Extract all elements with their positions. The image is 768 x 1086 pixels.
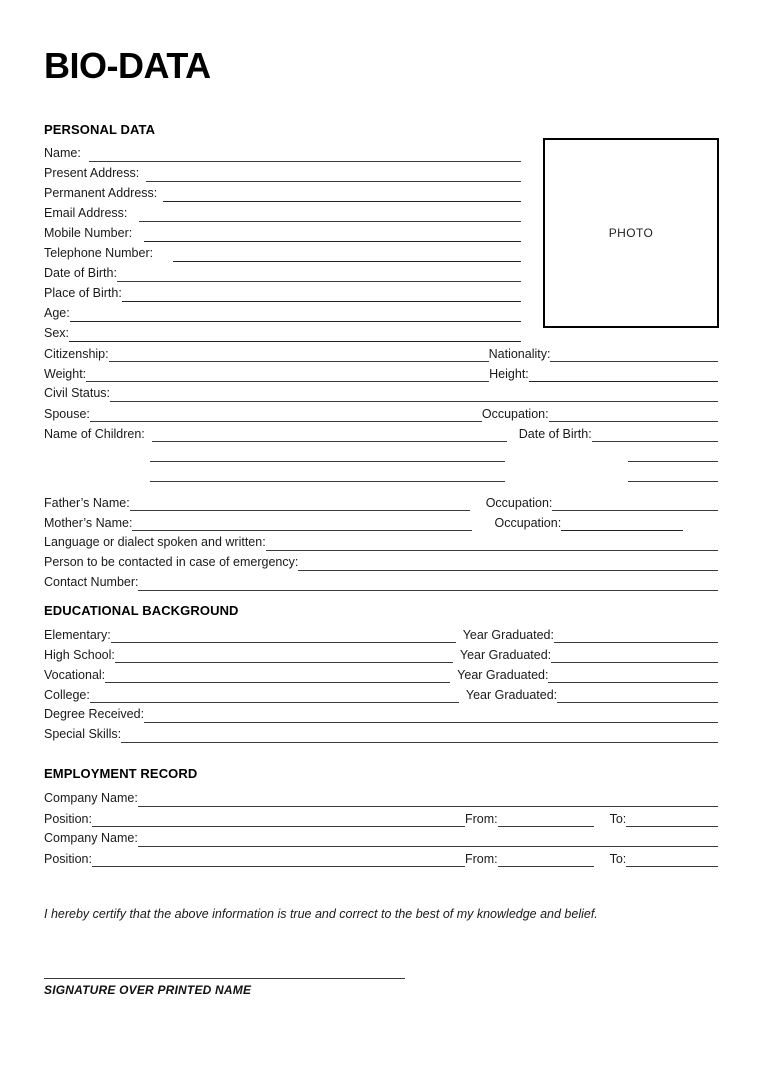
field-label-father-occupation: Occupation:	[485, 496, 553, 510]
field-label-college-year: Year Graduated:	[465, 688, 558, 702]
field-row-vocational[interactable]	[44, 663, 718, 683]
field-input-degree-received[interactable]	[144, 710, 718, 723]
field-row-emergency-contact[interactable]	[44, 551, 718, 571]
field-input-vocational[interactable]	[105, 670, 450, 683]
field-label-mobile-number: Mobile Number:	[44, 226, 133, 240]
field-row-contact-number[interactable]	[44, 571, 718, 591]
field-row-age[interactable]	[44, 302, 521, 322]
field-input-special-skills[interactable]	[121, 730, 718, 743]
field-input-children-dob-3[interactable]	[628, 469, 718, 482]
field-input-weight[interactable]	[86, 369, 489, 382]
field-row-sex[interactable]	[44, 322, 521, 342]
field-row-mobile-number[interactable]	[44, 222, 521, 242]
field-input-to-1[interactable]	[626, 814, 718, 827]
field-row-permanent-address[interactable]	[44, 182, 521, 202]
section-heading-personal-data: PERSONAL DATA	[44, 122, 156, 137]
field-label-company-name-1: Company Name:	[44, 791, 138, 805]
certification-block	[44, 906, 718, 922]
field-row-high-school[interactable]	[44, 643, 718, 663]
field-input-nationality[interactable]	[550, 349, 718, 362]
field-label-weight: Weight:	[44, 367, 87, 381]
field-label-high-school: High School:	[44, 648, 115, 662]
field-row-spouse-occupation[interactable]	[44, 402, 718, 422]
field-input-vocational-year[interactable]	[548, 670, 718, 683]
field-input-elementary-year[interactable]	[554, 630, 718, 643]
signature-caption: SIGNATURE OVER PRINTED NAME	[44, 983, 252, 997]
section-heading-employment-record: EMPLOYMENT RECORD	[44, 766, 198, 781]
field-label-permanent-address: Permanent Address:	[44, 186, 158, 200]
field-input-emergency-contact[interactable]	[298, 558, 718, 571]
field-input-father-occupation[interactable]	[552, 498, 718, 511]
field-row-special-skills[interactable]	[44, 723, 718, 743]
field-input-from-1[interactable]	[498, 814, 594, 827]
field-input-elementary[interactable]	[111, 630, 456, 643]
field-label-father-name: Father’s Name:	[44, 496, 130, 510]
field-label-telephone-number: Telephone Number:	[44, 246, 154, 260]
field-label-date-of-birth: Date of Birth:	[44, 266, 117, 280]
field-label-to-2: To:	[609, 852, 627, 866]
field-label-nationality: Nationality:	[488, 347, 551, 361]
field-label-company-name-2: Company Name:	[44, 831, 138, 845]
field-label-college: College:	[44, 688, 90, 702]
field-label-special-skills: Special Skills:	[44, 727, 122, 741]
field-row-email-address[interactable]	[44, 202, 521, 222]
field-input-email-address[interactable]	[139, 209, 521, 222]
field-input-from-2[interactable]	[498, 854, 594, 867]
field-label-height: Height:	[489, 367, 529, 381]
field-input-children-dob-1[interactable]	[592, 429, 718, 442]
field-row-college[interactable]	[44, 683, 718, 703]
field-input-children-1[interactable]	[152, 429, 507, 442]
field-label-elementary-year: Year Graduated:	[462, 628, 554, 642]
field-input-mobile-number[interactable]	[144, 229, 521, 242]
field-label-name: Name:	[44, 146, 81, 160]
field-input-to-2[interactable]	[626, 854, 718, 867]
education-fields	[44, 623, 718, 743]
field-input-company-name-2[interactable]	[138, 834, 718, 847]
field-input-position-2[interactable]	[92, 854, 465, 867]
field-label-children: Name of Children:	[44, 427, 145, 441]
field-row-name[interactable]	[44, 142, 521, 162]
field-label-mother-name: Mother’s Name:	[44, 516, 133, 530]
field-input-mother-name[interactable]	[132, 518, 472, 531]
field-label-spouse: Spouse:	[44, 407, 90, 421]
field-input-contact-number[interactable]	[138, 578, 718, 591]
field-input-telephone-number[interactable]	[173, 249, 521, 262]
field-input-high-school[interactable]	[115, 650, 453, 663]
field-row-citizenship-nationality[interactable]	[44, 342, 718, 362]
field-label-place-of-birth: Place of Birth:	[44, 286, 122, 300]
field-input-age[interactable]	[70, 309, 521, 322]
field-row-company-name-2[interactable]	[44, 827, 718, 847]
section-heading-educational-background: EDUCATIONAL BACKGROUND	[44, 603, 239, 618]
field-row-present-address[interactable]	[44, 162, 521, 182]
field-label-present-address: Present Address:	[44, 166, 140, 180]
field-input-place-of-birth[interactable]	[122, 289, 521, 302]
field-row-children-continuation-2[interactable]	[44, 462, 718, 482]
personal-data-fields-upper	[44, 142, 521, 342]
field-input-name[interactable]	[89, 149, 521, 162]
field-input-college[interactable]	[90, 690, 459, 703]
field-input-company-name-1[interactable]	[138, 794, 718, 807]
field-label-position-2: Position:	[44, 852, 92, 866]
field-input-children-dob-2[interactable]	[628, 449, 718, 462]
field-input-date-of-birth[interactable]	[117, 269, 521, 282]
field-row-place-of-birth[interactable]	[44, 282, 521, 302]
field-input-father-name[interactable]	[130, 498, 470, 511]
field-input-high-school-year[interactable]	[551, 650, 718, 663]
personal-data-fields-lower	[44, 342, 718, 591]
field-label-vocational: Vocational:	[44, 668, 106, 682]
signature-line[interactable]	[44, 965, 405, 979]
field-label-position-1: Position:	[44, 812, 92, 826]
field-row-weight-height[interactable]	[44, 362, 718, 382]
field-input-spouse-occupation[interactable]	[549, 409, 718, 422]
field-label-children-dob: Date of Birth:	[518, 427, 592, 441]
field-label-citizenship: Citizenship:	[44, 347, 109, 361]
field-input-college-year[interactable]	[557, 690, 718, 703]
field-label-from-2: From:	[464, 852, 498, 866]
field-label-emergency-contact: Person to be contacted in case of emergency:	[44, 555, 299, 569]
field-input-permanent-address[interactable]	[163, 189, 521, 202]
signature-block	[44, 965, 444, 997]
field-input-position-1[interactable]	[92, 814, 465, 827]
employment-fields	[44, 787, 718, 867]
field-row-elementary[interactable]	[44, 623, 718, 643]
field-label-elementary: Elementary:	[44, 628, 111, 642]
field-label-degree-received: Degree Received:	[44, 707, 145, 721]
field-label-vocational-year: Year Graduated:	[457, 668, 549, 682]
field-input-children-2[interactable]	[150, 449, 505, 462]
field-input-children-3[interactable]	[150, 469, 505, 482]
photo-placeholder-label: PHOTO	[608, 226, 654, 240]
field-row-company-name-1[interactable]	[44, 787, 718, 807]
field-label-from-1: From:	[464, 812, 498, 826]
field-input-civil-status[interactable]	[110, 389, 718, 402]
field-row-civil-status[interactable]	[44, 382, 718, 402]
field-label-email-address: Email Address:	[44, 206, 128, 220]
field-label-spouse-occupation: Occupation:	[481, 407, 549, 421]
photo-box[interactable]	[543, 138, 719, 328]
field-input-citizenship[interactable]	[109, 349, 489, 362]
field-label-language: Language or dialect spoken and written:	[44, 535, 266, 549]
field-label-mother-occupation: Occupation:	[494, 516, 562, 530]
field-label-sex: Sex:	[44, 326, 70, 340]
field-input-mother-occupation[interactable]	[561, 518, 683, 531]
certification-statement: I hereby certify that the above information is true and correct to the best of my knowledge and belief.	[44, 907, 598, 921]
field-input-sex[interactable]	[69, 329, 521, 342]
field-label-age: Age:	[44, 306, 70, 320]
field-label-contact-number: Contact Number:	[44, 575, 139, 589]
field-row-children-continuation-1[interactable]	[44, 442, 718, 462]
page-title: BIO-DATA	[44, 45, 211, 86]
field-label-to-1: To:	[609, 812, 627, 826]
field-row-telephone-number[interactable]	[44, 242, 521, 262]
field-row-language[interactable]	[44, 531, 718, 551]
field-row-mother[interactable]	[44, 511, 718, 531]
field-input-language[interactable]	[266, 538, 718, 551]
field-row-father[interactable]	[44, 491, 718, 511]
field-row-position-2[interactable]	[44, 847, 718, 867]
field-input-spouse[interactable]	[90, 409, 482, 422]
field-row-date-of-birth[interactable]	[44, 262, 521, 282]
field-input-height[interactable]	[529, 369, 718, 382]
field-row-position-1[interactable]	[44, 807, 718, 827]
field-input-present-address[interactable]	[146, 169, 521, 182]
field-row-children[interactable]	[44, 422, 718, 442]
field-label-civil-status: Civil Status:	[44, 386, 110, 400]
field-row-degree-received[interactable]	[44, 703, 718, 723]
field-label-high-school-year: Year Graduated:	[459, 648, 552, 662]
